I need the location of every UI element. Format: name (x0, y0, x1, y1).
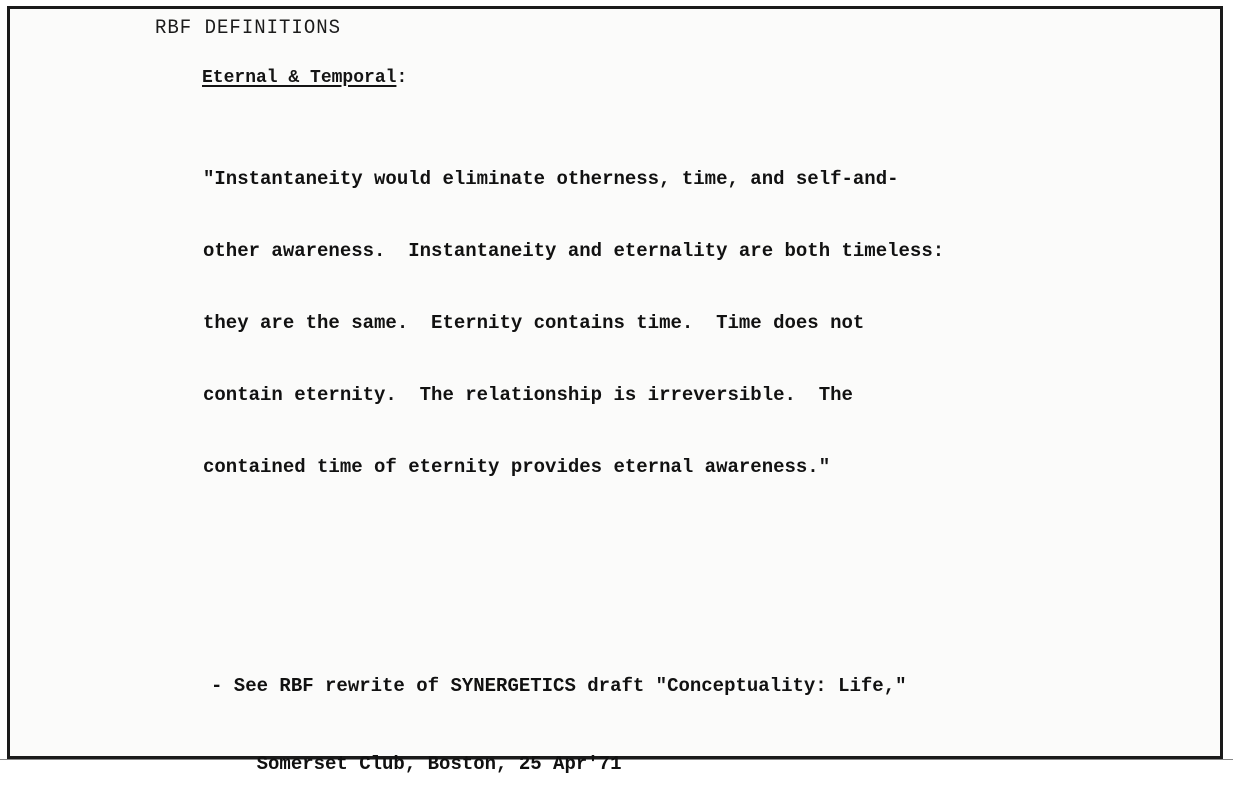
quote-line: contained time of eternity provides eternal awareness." (203, 456, 831, 478)
section-title (202, 68, 407, 88)
citation-line: - See RBF rewrite of SYNERGETICS draft "Conceptuality: Life," (211, 675, 907, 697)
definition-quote (203, 119, 1203, 503)
quote-line: other awareness. Instantaneity and eternality are both timeless: (203, 240, 945, 262)
quote-line: contain eternity. The relationship is irreversible. The (203, 384, 853, 406)
page-header: RBF DEFINITIONS (155, 16, 342, 40)
quote-line: "Instantaneity would eliminate otherness, time, and self-and- (203, 168, 899, 190)
quote-line: they are the same. Eternity contains time. Time does not (203, 312, 865, 334)
section-title-colon: : (396, 68, 408, 88)
section-title-text: Eternal & Temporal (202, 68, 397, 88)
source-citation (211, 621, 1191, 803)
citation-line: Somerset Club, Boston, 25 Apr'71 (211, 753, 622, 775)
